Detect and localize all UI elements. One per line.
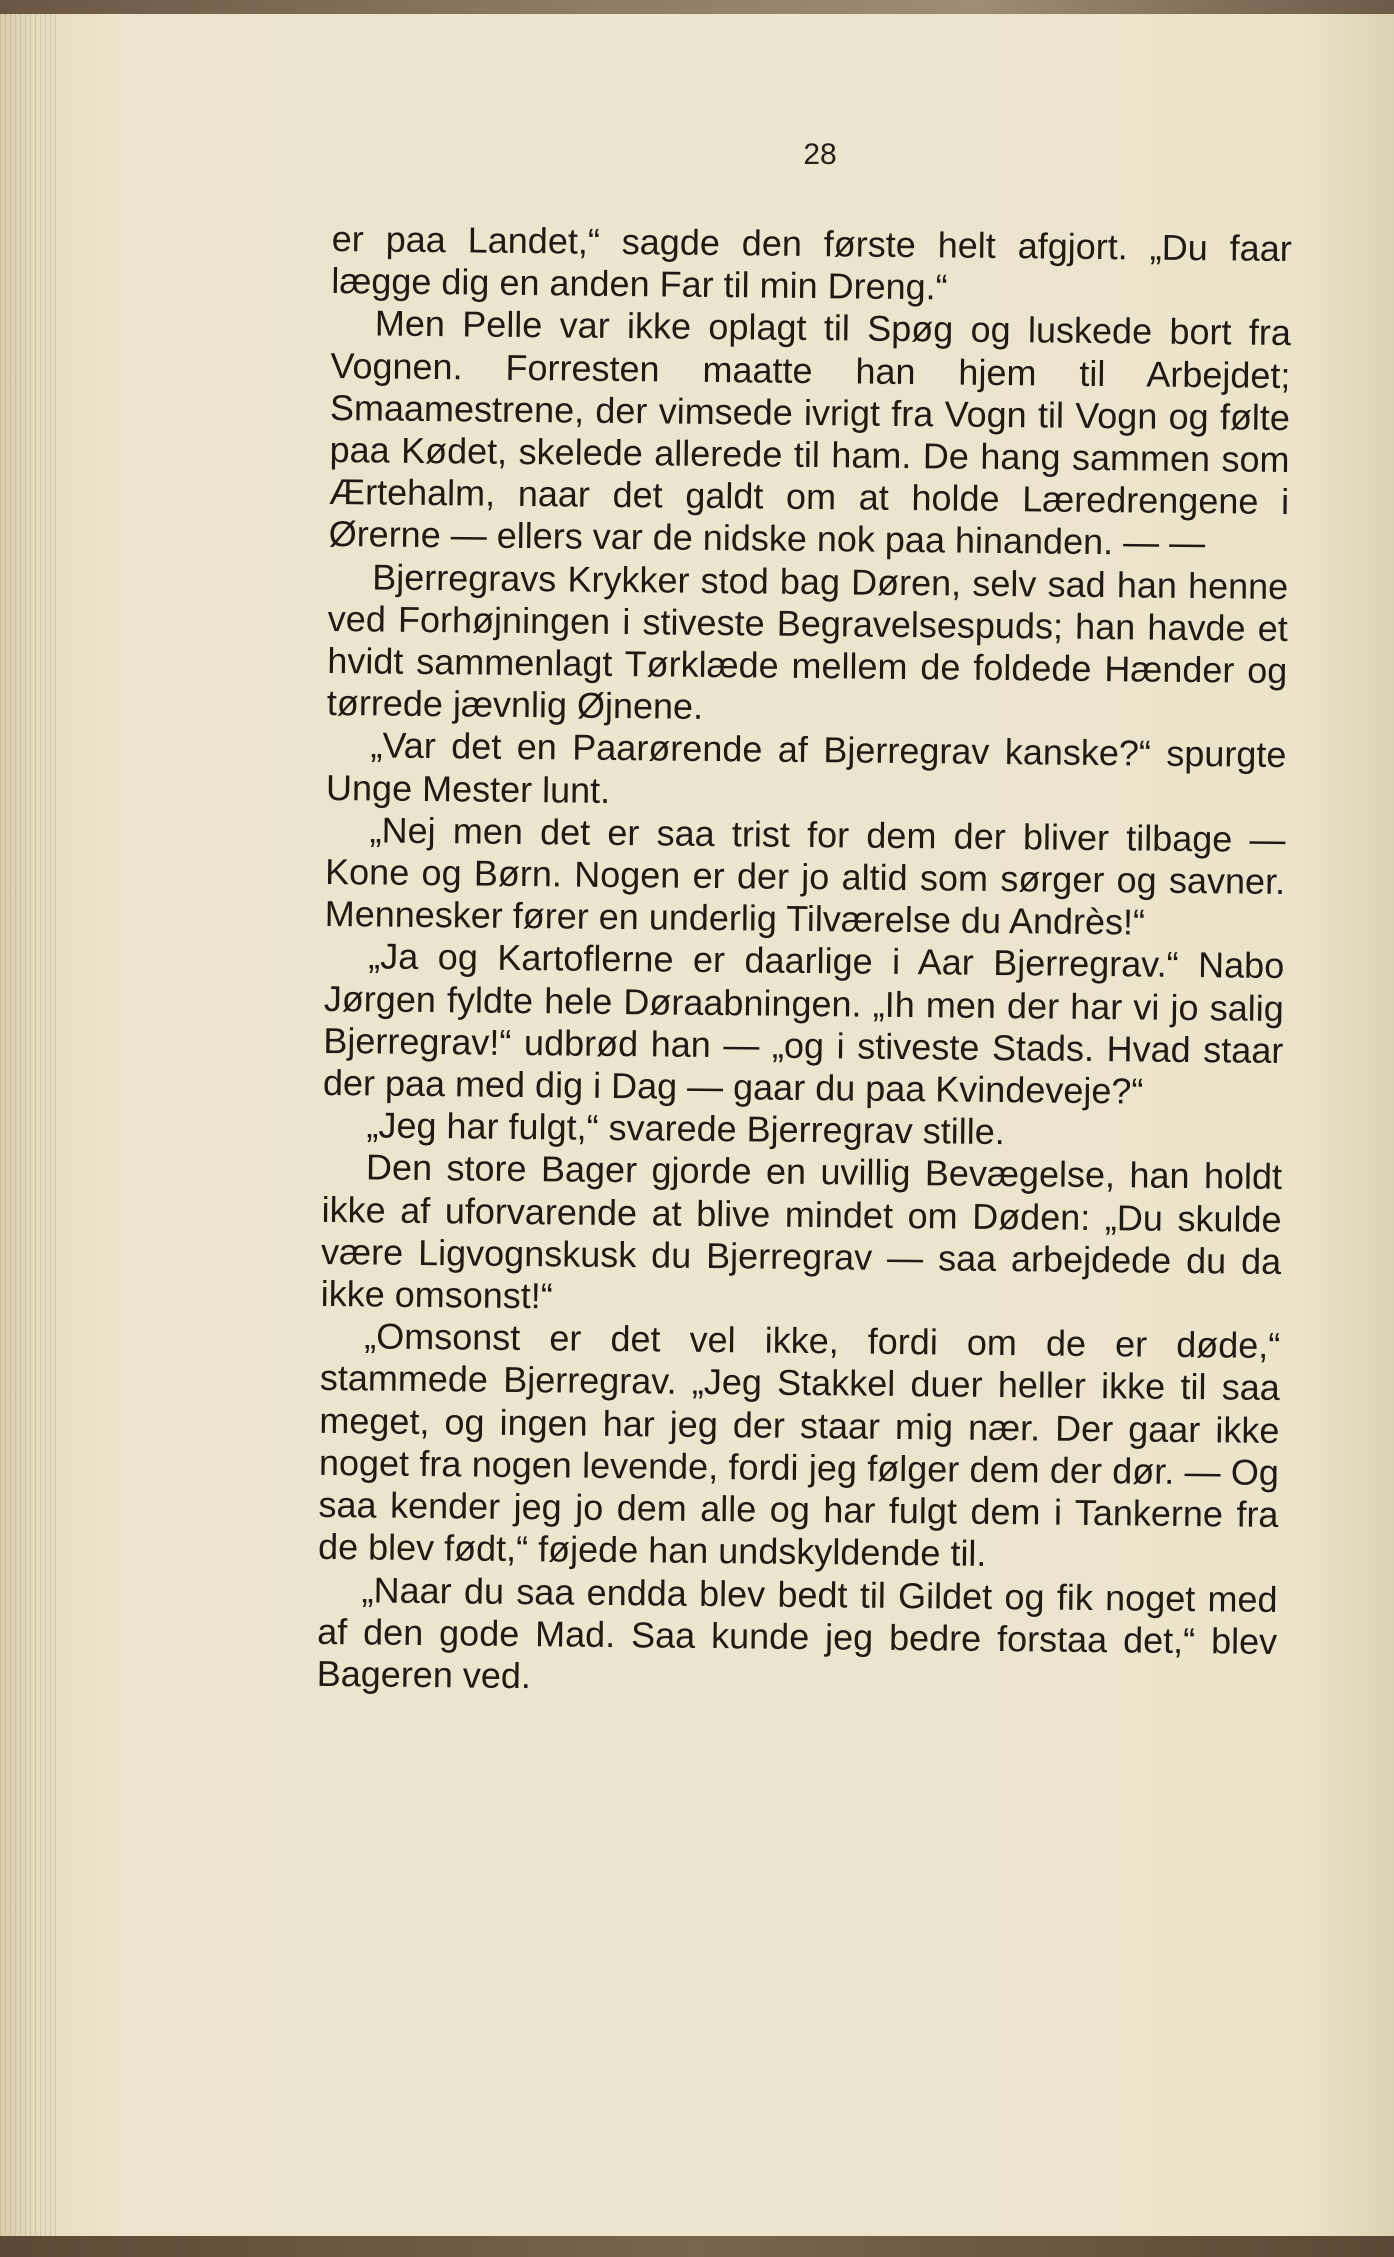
paragraph: „Naar du saa endda blev bedt til Gildet og fik noget med af den gode Mad. Saa kunde jeg bedre forstaa det,“ blev Bageren ved. xyxy=(316,1568,1278,1697)
paragraph: „Ja og Kartoflerne er daarlige i Aar Bjerregrav.“ Nabo Jørgen fyldte hele Døraabningen. „Ih men der har vi jo salig Bjerregrav!“ udbrød han — „og i stiveste Stads. Hvad staar der paa med dig i Dag — gaar du paa Kvindeveje?“ xyxy=(322,935,1285,1112)
paragraph: „Nej men det er saa trist for dem der bliver tilbage — Kone og Børn. Nogen er der jo altid som sørger og savner. Mennesker fører en underlig Tilværelse du Andrès!“ xyxy=(324,809,1286,943)
page-number: 28 xyxy=(803,138,837,171)
paragraph: Den store Bager gjorde en uvillig Bevægelse, han holdt ikke af uforvarende at blive mindet om Døden: „Du skulde være Ligvognskusk du Bjerregrav — saa arbejdede du da ikke omsonst!“ xyxy=(320,1146,1283,1317)
body-text xyxy=(317,218,1292,1705)
paragraph: „Omsonst er det vel ikke, fordi om de er døde,“ stammede Bjerregrav. „Jeg Stakkel duer heller ikke til saa meget, og ingen har jeg der staar mig nær. Der gaar ikke noget fra nogen levende, fordi jeg følger dem der dør. — Og saa kender jeg jo dem alle og har fulgt dem i Tankerne fra de blev født,“ føjede han undskyldende til. xyxy=(317,1315,1281,1575)
paragraph: „Var det en Paarørende af Bjerregrav kanske?“ spurgte Unge Mester lunt. xyxy=(325,724,1287,811)
paragraph: Men Pelle var ikke oplagt til Spøg og luskede bort fra Vognen. Forresten maatte han hjem til Arbejdet; Smaamestrene, der vimsede ivrigt fra Vogn til Vogn og følte paa Kødet, skelede allerede til ham. De hang sammen som Ærtehalm, naar det galdt om at holde Læredrengene i Ørerne — ellers var de nidske nok paa hinanden. — — xyxy=(328,302,1292,564)
page-gutter xyxy=(0,14,60,2242)
paragraph: er paa Landet,“ sagde den første helt afgjort. „Du faar lægge dig en anden Far til min Dreng.“ xyxy=(331,218,1292,308)
paragraph: Bjerregravs Krykker stod bag Døren, selv sad han henne ved Forhøjningen i stiveste Begravelsespuds; han havde et hvidt sammenlagt Tørklæde mellem de foldede Hænder og tørrede jævnlig Øjnene. xyxy=(326,556,1289,728)
book-bottom-edge xyxy=(0,2236,1394,2257)
paragraph: „Jeg har fulgt,“ svarede Bjerregrav stille. xyxy=(366,1104,1005,1153)
